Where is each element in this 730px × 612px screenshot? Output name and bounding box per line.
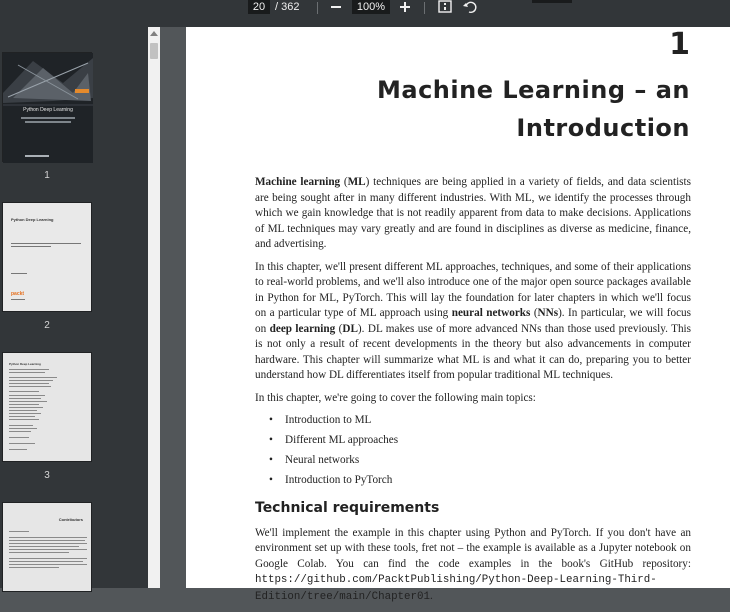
page-body [255, 175, 691, 612]
thumbnail-image [2, 202, 92, 312]
text-run: ( [335, 322, 343, 335]
thumbnail-page-1[interactable] [2, 52, 92, 181]
thumbnail-text-line [21, 117, 75, 119]
fit-page-icon[interactable] [437, 0, 453, 14]
thumbnail-title: Python Deep Learning [9, 362, 41, 366]
chapter-title-line: Introduction [516, 114, 690, 142]
bold-term: neural networks [451, 307, 531, 319]
list-item: • Different ML approaches [255, 433, 691, 453]
chapter-number: 1 [669, 27, 690, 62]
thumbnail-title: Contributors [58, 517, 83, 522]
chapter-title-line: Machine Learning – an [376, 76, 690, 104]
text-run: In this chapter, we'll present different ML approaches, techniques, and some of their applications to real-world problems, and we'll also introduce one of the major open source packages available in Python for ML, PyTorch. This will lay the foundation for later chapters in which we'll focus on a particular type of ML approach using [255, 260, 691, 319]
sidebar-scrollbar[interactable] [148, 27, 160, 588]
toolbar-element [532, 0, 572, 3]
list-item: • Introduction to ML [255, 413, 691, 433]
page-total-label: / 362 [275, 1, 300, 13]
thumbnail-text-line [11, 299, 25, 300]
thumbnail-text-line [11, 243, 81, 244]
text-run: ). DL makes use of more advanced NNs than those used previously. This is not only a result of recent developments in the theory but also advancements in computer hardware. This chapter will summarize what ML is and what it can do, preparing you to better understand how DL differentiates itself from popular traditional ML techniques. [255, 322, 691, 381]
rotate-icon[interactable] [462, 0, 478, 14]
thumbnail-title: Python Deep Learning [11, 217, 54, 222]
thumbnail-page-3[interactable] [2, 352, 92, 481]
thumbnail-page-4[interactable] [2, 502, 92, 592]
thumbnail-text-line [11, 246, 51, 247]
bold-term: Machine learning [255, 176, 341, 188]
paragraph-intro [255, 175, 691, 253]
thumbnail-number: 3 [44, 470, 50, 481]
bold-term: ML [347, 176, 366, 188]
page-number-input[interactable]: 20 [248, 0, 270, 14]
list-item: • Introduction to PyTorch [255, 473, 691, 493]
thumbnail-number: 2 [44, 320, 50, 331]
text-run: ) techniques are being applied in a variety of fields, and data scientists are being sought after in many different industries. With ML, we identify the processes through which we gain knowledge that is not readily apparent from data to make decisions. Applications of ML techniques may vary greatly and are found in disciplines as diverse as medicine, finance, and advertising. [255, 176, 691, 250]
paragraph-technical-requirements [255, 526, 691, 606]
toolbar [0, 0, 730, 27]
github-link[interactable]: https://github.com/PacktPublishing/Python-Deep-Learning-Third-Edition/tree/main/Chapter01 [255, 574, 657, 603]
chapter-title [310, 71, 690, 147]
zoom-out-icon[interactable] [328, 0, 344, 14]
text-run: ( [530, 307, 538, 319]
zoom-level-input[interactable]: 100% [352, 0, 390, 14]
toolbar-divider [317, 2, 318, 14]
bold-term: DL [342, 322, 358, 335]
bold-term: NNs [537, 307, 559, 319]
paragraph-chapter-overview [255, 260, 691, 384]
topics-list [255, 413, 691, 493]
toolbar-divider [424, 2, 425, 14]
thumbnail-text-line [11, 273, 27, 274]
thumbnail-image [2, 52, 92, 162]
scroll-up-arrow-icon[interactable] [150, 31, 158, 36]
zoom-in-icon[interactable] [397, 0, 413, 14]
thumbnail-page-2[interactable] [2, 202, 92, 331]
thumbnail-image [2, 352, 92, 462]
document-page [186, 27, 730, 603]
text-run: . [429, 589, 433, 602]
bold-term: deep learning [269, 322, 336, 335]
section-heading: Technical requirements [255, 500, 440, 516]
paragraph-topics-intro: In this chapter, we're going to cover the following main topics: [255, 391, 536, 404]
thumbnail-image [2, 502, 92, 592]
thumbnail-text-line [25, 121, 71, 123]
packt-logo: packt [11, 291, 25, 297]
text-run: ). In particular, we will focus on [255, 307, 691, 335]
thumbnail-number: 1 [44, 170, 50, 181]
thumbnail-title: Python Deep Learning [23, 107, 73, 113]
text-run: We'll implement the example in this chapter using Python and PyTorch. If you don't have an environment set up with these tools, fret not – the example is available as a Jupyter notebook on Google Colab. You can find the code examples in the book's GitHub repository: [255, 526, 691, 570]
thumbnail-sidebar [0, 27, 160, 588]
list-item: • Neural networks [255, 453, 691, 473]
scrollbar-thumb[interactable] [150, 43, 158, 59]
text-run: ( [340, 176, 348, 188]
